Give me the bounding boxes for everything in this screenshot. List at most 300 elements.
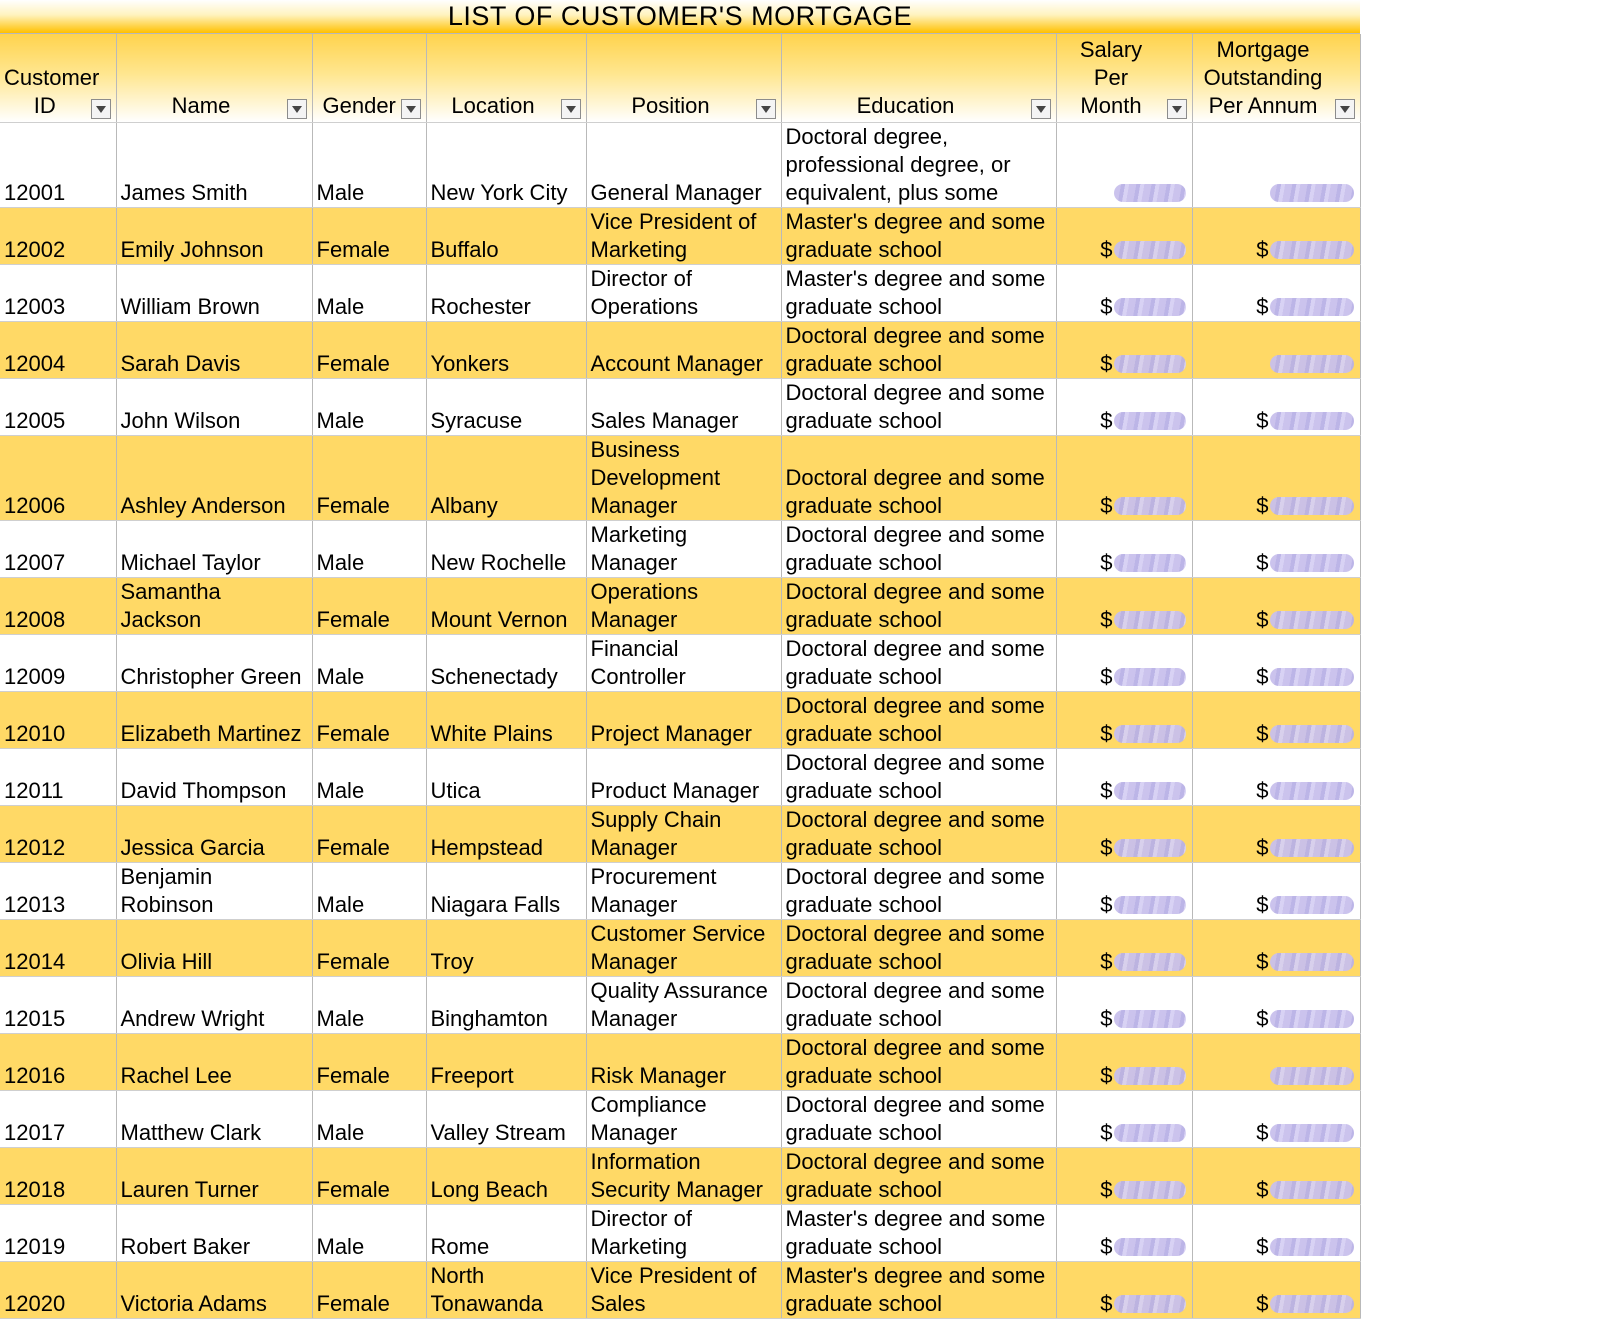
cell-text: Master's degree and some graduate school: [785, 266, 1046, 319]
cell-id[interactable]: [0, 1205, 116, 1262]
cell-gender[interactable]: [312, 1091, 426, 1148]
cell-text: Male: [316, 550, 365, 575]
cell-text: Rochester: [430, 294, 531, 319]
cell-text: Vice President of Sales: [590, 1263, 757, 1316]
cell-mortgage[interactable]: [1192, 1034, 1360, 1091]
cell-text: Project Manager: [590, 721, 752, 746]
cell-location[interactable]: [426, 920, 586, 977]
cell-text: 12012: [4, 835, 66, 860]
cell-gender[interactable]: [312, 806, 426, 863]
cell-education[interactable]: [781, 692, 1056, 749]
cell-text: 12019: [4, 1234, 66, 1259]
cell-position[interactable]: [586, 521, 781, 578]
filter-button-salary[interactable]: [1167, 99, 1187, 119]
cell-text: 12016: [4, 1063, 66, 1088]
cell-location[interactable]: [426, 692, 586, 749]
cell-mortgage[interactable]: [1192, 322, 1360, 379]
cell-location[interactable]: [426, 379, 586, 436]
table-row: [0, 208, 1360, 265]
cell-education[interactable]: [781, 1205, 1056, 1262]
dropdown-arrow-icon: [1172, 106, 1182, 113]
cell-name[interactable]: [116, 1091, 312, 1148]
cell-position[interactable]: [586, 265, 781, 322]
dropdown-arrow-icon: [1340, 106, 1350, 113]
cell-education[interactable]: [781, 322, 1056, 379]
column-header-label: Location: [451, 93, 535, 118]
cell-text: Male: [316, 408, 365, 433]
cell-id[interactable]: [0, 977, 116, 1034]
cell-text: 12003: [4, 294, 66, 319]
cell-gender[interactable]: [312, 749, 426, 806]
cell-text: 12010: [4, 721, 66, 746]
cell-position[interactable]: [586, 1148, 781, 1205]
cell-mortgage[interactable]: [1192, 863, 1360, 920]
cell-text: Female: [316, 721, 390, 746]
cell-text: $: [1256, 237, 1269, 262]
cell-position[interactable]: [586, 863, 781, 920]
cell-text: 12008: [4, 607, 66, 632]
cell-id[interactable]: [0, 1148, 116, 1205]
cell-text: Troy: [430, 949, 474, 974]
filter-button-mortgage[interactable]: [1335, 99, 1355, 119]
cell-text: New Rochelle: [430, 550, 567, 575]
cell-name[interactable]: [116, 806, 312, 863]
cell-position[interactable]: [586, 436, 781, 521]
cell-text: Marketing Manager: [590, 522, 688, 575]
column-header-label: Education: [856, 93, 955, 118]
cell-position[interactable]: [586, 578, 781, 635]
cell-id[interactable]: [0, 1034, 116, 1091]
cell-salary[interactable]: [1056, 123, 1192, 208]
cell-text: Sales Manager: [590, 408, 739, 433]
cell-salary[interactable]: [1056, 1205, 1192, 1262]
cell-location[interactable]: [426, 1148, 586, 1205]
cell-education[interactable]: [781, 208, 1056, 265]
redaction-blur: [1270, 355, 1354, 373]
cell-gender[interactable]: [312, 1262, 426, 1319]
cell-name[interactable]: [116, 521, 312, 578]
cell-location[interactable]: [426, 749, 586, 806]
cell-name[interactable]: [116, 920, 312, 977]
cell-position[interactable]: [586, 692, 781, 749]
cell-mortgage[interactable]: [1192, 521, 1360, 578]
cell-text: Male: [316, 1120, 365, 1145]
cell-gender[interactable]: [312, 920, 426, 977]
table-row: [0, 806, 1360, 863]
cell-position[interactable]: [586, 123, 781, 208]
cell-text: $: [1100, 835, 1113, 860]
cell-salary[interactable]: [1056, 521, 1192, 578]
dropdown-arrow-icon: [566, 106, 576, 113]
cell-mortgage[interactable]: [1192, 920, 1360, 977]
column-header-position: [586, 34, 781, 123]
cell-name[interactable]: [116, 123, 312, 208]
cell-education[interactable]: [781, 1091, 1056, 1148]
cell-education[interactable]: [781, 379, 1056, 436]
cell-education[interactable]: [781, 1034, 1056, 1091]
cell-text: Ashley Anderson: [120, 493, 286, 518]
cell-text: 12011: [4, 778, 64, 803]
cell-location[interactable]: [426, 521, 586, 578]
cell-text: 12014: [4, 949, 66, 974]
cell-text: Business Development Manager: [590, 437, 721, 518]
table-row: [0, 749, 1360, 806]
cell-text: Jessica Garcia: [120, 835, 265, 860]
cell-location[interactable]: [426, 436, 586, 521]
cell-text: Doctoral degree and some graduate school: [785, 750, 1045, 803]
cell-education[interactable]: [781, 521, 1056, 578]
cell-gender[interactable]: [312, 379, 426, 436]
cell-name[interactable]: [116, 436, 312, 521]
cell-text: Valley Stream: [430, 1120, 566, 1145]
cell-text: Supply Chain Manager: [590, 807, 722, 860]
cell-mortgage[interactable]: [1192, 1091, 1360, 1148]
cell-salary[interactable]: [1056, 1148, 1192, 1205]
filter-button-education[interactable]: [1031, 99, 1051, 119]
redaction-blur: [1114, 782, 1186, 800]
cell-location[interactable]: [426, 265, 586, 322]
dropdown-arrow-icon: [96, 106, 106, 113]
cell-mortgage[interactable]: [1192, 1148, 1360, 1205]
cell-education[interactable]: [781, 1262, 1056, 1319]
cell-text: $: [1256, 664, 1269, 689]
cell-text: 12005: [4, 408, 66, 433]
redaction-blur: [1270, 611, 1354, 629]
cell-mortgage[interactable]: [1192, 806, 1360, 863]
redaction-blur: [1270, 896, 1354, 914]
column-header-label: Position: [631, 93, 710, 118]
cell-gender[interactable]: [312, 1034, 426, 1091]
cell-text: Doctoral degree and some graduate school: [785, 579, 1045, 632]
cell-text: Product Manager: [590, 778, 760, 803]
redaction-blur: [1270, 298, 1354, 316]
cell-name[interactable]: [116, 692, 312, 749]
cell-mortgage[interactable]: [1192, 123, 1360, 208]
cell-text: Male: [316, 778, 365, 803]
cell-text: Doctoral degree and some graduate school: [785, 978, 1045, 1031]
cell-text: $: [1256, 607, 1269, 632]
cell-education[interactable]: [781, 635, 1056, 692]
cell-text: Doctoral degree and some graduate school: [785, 693, 1045, 746]
cell-gender[interactable]: [312, 635, 426, 692]
cell-name[interactable]: [116, 322, 312, 379]
redaction-blur: [1270, 1010, 1354, 1028]
filter-button-position[interactable]: [756, 99, 776, 119]
redaction-blur: [1270, 1067, 1354, 1085]
cell-name[interactable]: [116, 1148, 312, 1205]
cell-text: $: [1100, 892, 1113, 917]
table-row: [0, 1034, 1360, 1091]
cell-salary[interactable]: [1056, 1091, 1192, 1148]
redaction-blur: [1270, 412, 1354, 430]
cell-text: $: [1256, 408, 1269, 433]
cell-text: $: [1256, 835, 1269, 860]
cell-position[interactable]: [586, 208, 781, 265]
cell-text: $: [1100, 550, 1113, 575]
cell-mortgage[interactable]: [1192, 379, 1360, 436]
cell-name[interactable]: [116, 635, 312, 692]
cell-text: Doctoral degree and some graduate school: [785, 522, 1045, 575]
cell-position[interactable]: [586, 1034, 781, 1091]
cell-text: Niagara Falls: [430, 892, 561, 917]
cell-text: Female: [316, 949, 390, 974]
cell-mortgage[interactable]: [1192, 265, 1360, 322]
cell-id[interactable]: [0, 379, 116, 436]
cell-text: $: [1256, 294, 1269, 319]
cell-text: Hempstead: [430, 835, 544, 860]
cell-text: 12020: [4, 1291, 66, 1316]
cell-position[interactable]: [586, 1091, 781, 1148]
cell-education[interactable]: [781, 806, 1056, 863]
cell-name[interactable]: [116, 1034, 312, 1091]
cell-text: Female: [316, 1063, 390, 1088]
cell-position[interactable]: [586, 1262, 781, 1319]
cell-id[interactable]: [0, 1262, 116, 1319]
cell-position[interactable]: [586, 635, 781, 692]
cell-mortgage[interactable]: [1192, 208, 1360, 265]
cell-location[interactable]: [426, 208, 586, 265]
cell-text: Rachel Lee: [120, 1063, 232, 1088]
filter-button-location[interactable]: [561, 99, 581, 119]
table-row: [0, 1262, 1360, 1319]
column-header-gender: [312, 34, 426, 123]
cell-mortgage[interactable]: [1192, 436, 1360, 521]
cell-text: Doctoral degree and some graduate school: [785, 921, 1045, 974]
cell-salary[interactable]: [1056, 578, 1192, 635]
header-row: [0, 34, 1360, 123]
cell-salary[interactable]: [1056, 1262, 1192, 1319]
cell-name[interactable]: [116, 1262, 312, 1319]
cell-text: $: [1256, 493, 1269, 518]
cell-text: Freeport: [430, 1063, 514, 1088]
cell-text: Director of Operations: [590, 266, 699, 319]
cell-id[interactable]: [0, 692, 116, 749]
cell-id[interactable]: [0, 635, 116, 692]
cell-gender[interactable]: [312, 521, 426, 578]
cell-text: Buffalo: [430, 237, 499, 262]
column-header-customer-id: [0, 34, 116, 123]
cell-position[interactable]: [586, 1205, 781, 1262]
cell-salary[interactable]: [1056, 265, 1192, 322]
table-row: [0, 578, 1360, 635]
cell-text: Compliance Manager: [590, 1092, 707, 1145]
cell-position[interactable]: [586, 749, 781, 806]
cell-location[interactable]: [426, 863, 586, 920]
cell-name[interactable]: [116, 208, 312, 265]
cell-text: $: [1256, 550, 1269, 575]
cell-text: General Manager: [590, 180, 762, 205]
cell-text: North Tonawanda: [430, 1263, 544, 1316]
cell-gender[interactable]: [312, 977, 426, 1034]
cell-text: Female: [316, 237, 390, 262]
cell-text: $: [1100, 351, 1113, 376]
cell-salary[interactable]: [1056, 806, 1192, 863]
cell-gender[interactable]: [312, 123, 426, 208]
cell-position[interactable]: [586, 322, 781, 379]
cell-id[interactable]: [0, 265, 116, 322]
cell-location[interactable]: [426, 806, 586, 863]
cell-text: Customer Service Manager: [590, 921, 766, 974]
cell-gender[interactable]: [312, 208, 426, 265]
cell-education[interactable]: [781, 436, 1056, 521]
cell-position[interactable]: [586, 920, 781, 977]
cell-mortgage[interactable]: [1192, 749, 1360, 806]
redaction-blur: [1114, 1238, 1186, 1256]
cell-mortgage[interactable]: [1192, 977, 1360, 1034]
cell-gender[interactable]: [312, 1205, 426, 1262]
cell-gender[interactable]: [312, 322, 426, 379]
cell-id[interactable]: [0, 123, 116, 208]
redaction-blur: [1270, 1238, 1354, 1256]
cell-location[interactable]: [426, 1034, 586, 1091]
cell-id[interactable]: [0, 436, 116, 521]
cell-gender[interactable]: [312, 692, 426, 749]
cell-text: $: [1100, 294, 1113, 319]
redaction-blur: [1114, 412, 1186, 430]
column-header-salary: [1056, 34, 1192, 123]
cell-text: $: [1100, 408, 1113, 433]
cell-salary[interactable]: [1056, 635, 1192, 692]
cell-text: Albany: [430, 493, 498, 518]
cell-text: 12006: [4, 493, 66, 518]
sheet-title: LIST OF CUSTOMER'S MORTGAGE: [0, 0, 1360, 34]
cell-text: $: [1256, 721, 1269, 746]
cell-text: Master's degree and some graduate school: [785, 209, 1046, 262]
redaction-blur: [1114, 1010, 1186, 1028]
filter-button-gender[interactable]: [401, 99, 421, 119]
cell-education[interactable]: [781, 977, 1056, 1034]
filter-button-customer-id[interactable]: [91, 99, 111, 119]
cell-text: 12004: [4, 351, 66, 376]
cell-text: $: [1100, 1006, 1113, 1031]
cell-text: Male: [316, 294, 365, 319]
cell-salary[interactable]: [1056, 208, 1192, 265]
redaction-blur: [1270, 497, 1354, 515]
cell-salary[interactable]: [1056, 977, 1192, 1034]
cell-text: Christopher Green: [120, 664, 302, 689]
cell-education[interactable]: [781, 265, 1056, 322]
cell-gender[interactable]: [312, 1148, 426, 1205]
cell-salary[interactable]: [1056, 863, 1192, 920]
cell-location[interactable]: [426, 1262, 586, 1319]
cell-id[interactable]: [0, 578, 116, 635]
redaction-blur: [1114, 1067, 1186, 1085]
cell-mortgage[interactable]: [1192, 578, 1360, 635]
redaction-blur: [1114, 725, 1186, 743]
table-row: [0, 920, 1360, 977]
cell-text: Doctoral degree and some graduate school: [785, 1035, 1045, 1088]
cell-text: $: [1100, 1291, 1113, 1316]
cell-id[interactable]: [0, 521, 116, 578]
cell-name[interactable]: [116, 1205, 312, 1262]
table-row: [0, 436, 1360, 521]
cell-salary[interactable]: [1056, 920, 1192, 977]
redaction-blur: [1114, 1181, 1186, 1199]
cell-text: $: [1100, 607, 1113, 632]
cell-salary[interactable]: [1056, 322, 1192, 379]
cell-name[interactable]: [116, 578, 312, 635]
cell-id[interactable]: [0, 920, 116, 977]
table-body: [0, 123, 1360, 1319]
cell-mortgage[interactable]: [1192, 1205, 1360, 1262]
cell-location[interactable]: [426, 1205, 586, 1262]
cell-name[interactable]: [116, 977, 312, 1034]
cell-text: Utica: [430, 778, 481, 803]
cell-mortgage[interactable]: [1192, 1262, 1360, 1319]
cell-text: 12015: [4, 1006, 66, 1031]
filter-button-name[interactable]: [287, 99, 307, 119]
cell-education[interactable]: [781, 1148, 1056, 1205]
cell-text: Olivia Hill: [120, 949, 213, 974]
cell-gender[interactable]: [312, 436, 426, 521]
cell-text: John Wilson: [120, 408, 241, 433]
cell-position[interactable]: [586, 379, 781, 436]
cell-mortgage[interactable]: [1192, 635, 1360, 692]
cell-education[interactable]: [781, 749, 1056, 806]
cell-salary[interactable]: [1056, 436, 1192, 521]
cell-mortgage[interactable]: [1192, 692, 1360, 749]
table-row: [0, 521, 1360, 578]
cell-salary[interactable]: [1056, 749, 1192, 806]
cell-location[interactable]: [426, 1091, 586, 1148]
redaction-blur: [1270, 668, 1354, 686]
cell-education[interactable]: [781, 920, 1056, 977]
cell-position[interactable]: [586, 806, 781, 863]
cell-location[interactable]: [426, 635, 586, 692]
cell-id[interactable]: [0, 322, 116, 379]
cell-gender[interactable]: [312, 863, 426, 920]
cell-gender[interactable]: [312, 578, 426, 635]
cell-text: $: [1256, 778, 1269, 803]
cell-text: Master's degree and some graduate school: [785, 1206, 1046, 1259]
cell-location[interactable]: [426, 322, 586, 379]
cell-text: Doctoral degree and some graduate school: [785, 636, 1045, 689]
redaction-blur: [1270, 1295, 1354, 1313]
cell-location[interactable]: [426, 977, 586, 1034]
cell-name[interactable]: [116, 863, 312, 920]
cell-id[interactable]: [0, 806, 116, 863]
cell-salary[interactable]: [1056, 1034, 1192, 1091]
cell-id[interactable]: [0, 863, 116, 920]
cell-education[interactable]: [781, 123, 1056, 208]
cell-id[interactable]: [0, 749, 116, 806]
cell-text: 12017: [4, 1120, 66, 1145]
cell-education[interactable]: [781, 578, 1056, 635]
cell-salary[interactable]: [1056, 379, 1192, 436]
cell-id[interactable]: [0, 1091, 116, 1148]
cell-gender[interactable]: [312, 265, 426, 322]
cell-text: Michael Taylor: [120, 550, 261, 575]
cell-name[interactable]: [116, 265, 312, 322]
cell-name[interactable]: [116, 379, 312, 436]
cell-text: 12013: [4, 892, 66, 917]
cell-name[interactable]: [116, 749, 312, 806]
cell-salary[interactable]: [1056, 692, 1192, 749]
cell-text: Female: [316, 493, 390, 518]
cell-text: 12001: [4, 180, 66, 205]
cell-text: $: [1100, 721, 1113, 746]
cell-location[interactable]: [426, 123, 586, 208]
cell-education[interactable]: [781, 863, 1056, 920]
redaction-blur: [1270, 839, 1354, 857]
cell-text: Sarah Davis: [120, 351, 241, 376]
cell-location[interactable]: [426, 578, 586, 635]
cell-position[interactable]: [586, 977, 781, 1034]
cell-text: $: [1100, 1120, 1113, 1145]
cell-id[interactable]: [0, 208, 116, 265]
redaction-blur: [1270, 782, 1354, 800]
redaction-blur: [1270, 725, 1354, 743]
